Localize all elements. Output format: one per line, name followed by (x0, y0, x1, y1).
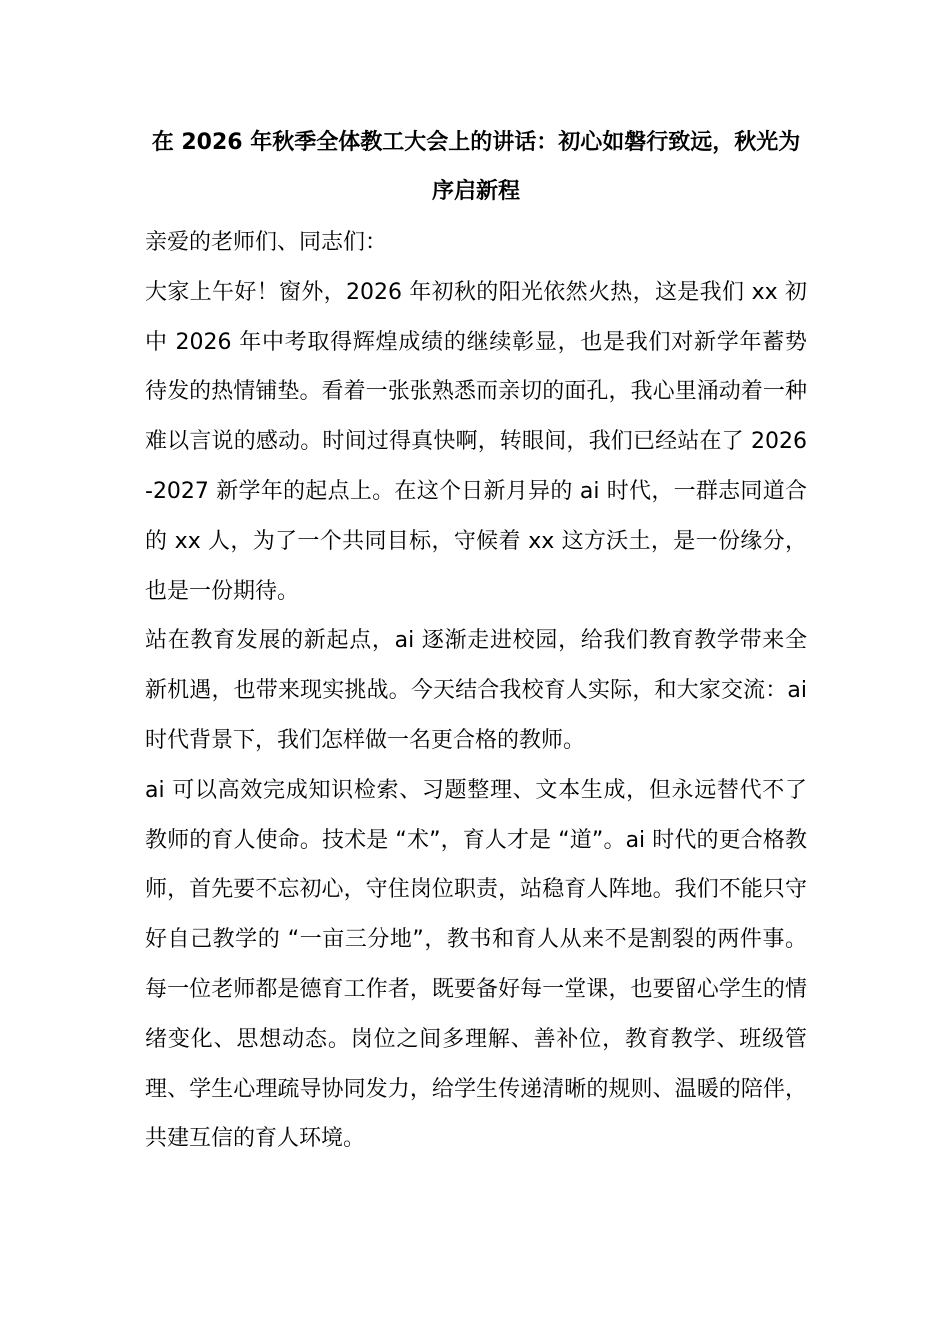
paragraph-teacher-mission: ai 可以高效完成知识检索、习题整理、文本生成，但永远替代不了教师的育人使命。技术是 “术”，育人才是 “道”。ai 时代的更合格教师，首先要不忘初心，守住岗位职责，站稳育人阵地。我们不能只守好自己教学的 “一亩三分地”，教书和育人从来不是割裂的两件事。每一位老师都是德育工作者，既要备好每一堂课，也要留心学生的情绪变化、思想动态。岗位之间多理解、善补位，教育教学、班级管理、学生心理疏导协同发力，给学生传递清晰的规则、温暖的陪伴，共建互信的育人环境。 (145, 777, 807, 1152)
document-body (145, 118, 807, 1164)
paragraph-greeting: 亲爱的老师们、同志们： (145, 230, 388, 255)
paragraph-ai-challenge: 站在教育发展的新起点，ai 逐渐走进校园，给我们教育教学带来全新机遇，也带来现实挑战。今天结合我校育人实际，和大家交流：ai 时代背景下，我们怎样做一名更合格的教师。 (145, 628, 807, 753)
document-title: 在 2026 年秋季全体教工大会上的讲话：初心如磐行致远，秋光为序启新程 (151, 130, 801, 204)
paragraph-opening: 大家上午好！窗外，2026 年初秋的阳光依然火热，这是我们 xx 初中 2026 年中考取得辉煌成绩的继续彰显，也是我们对新学年蓄势待发的热情铺垫。看着一张张熟悉而亲切的面孔，我心里涌动着一种难以言说的感动。时间过得真快啊，转眼间，我们已经站在了 2026-2027 新学年的起点上。在这个日新月异的 ai 时代，一群志同道合的 xx 人，为了一个共同目标，守候着 xx 这方沃土，是一份缘分，也是一份期待。 (145, 279, 807, 604)
